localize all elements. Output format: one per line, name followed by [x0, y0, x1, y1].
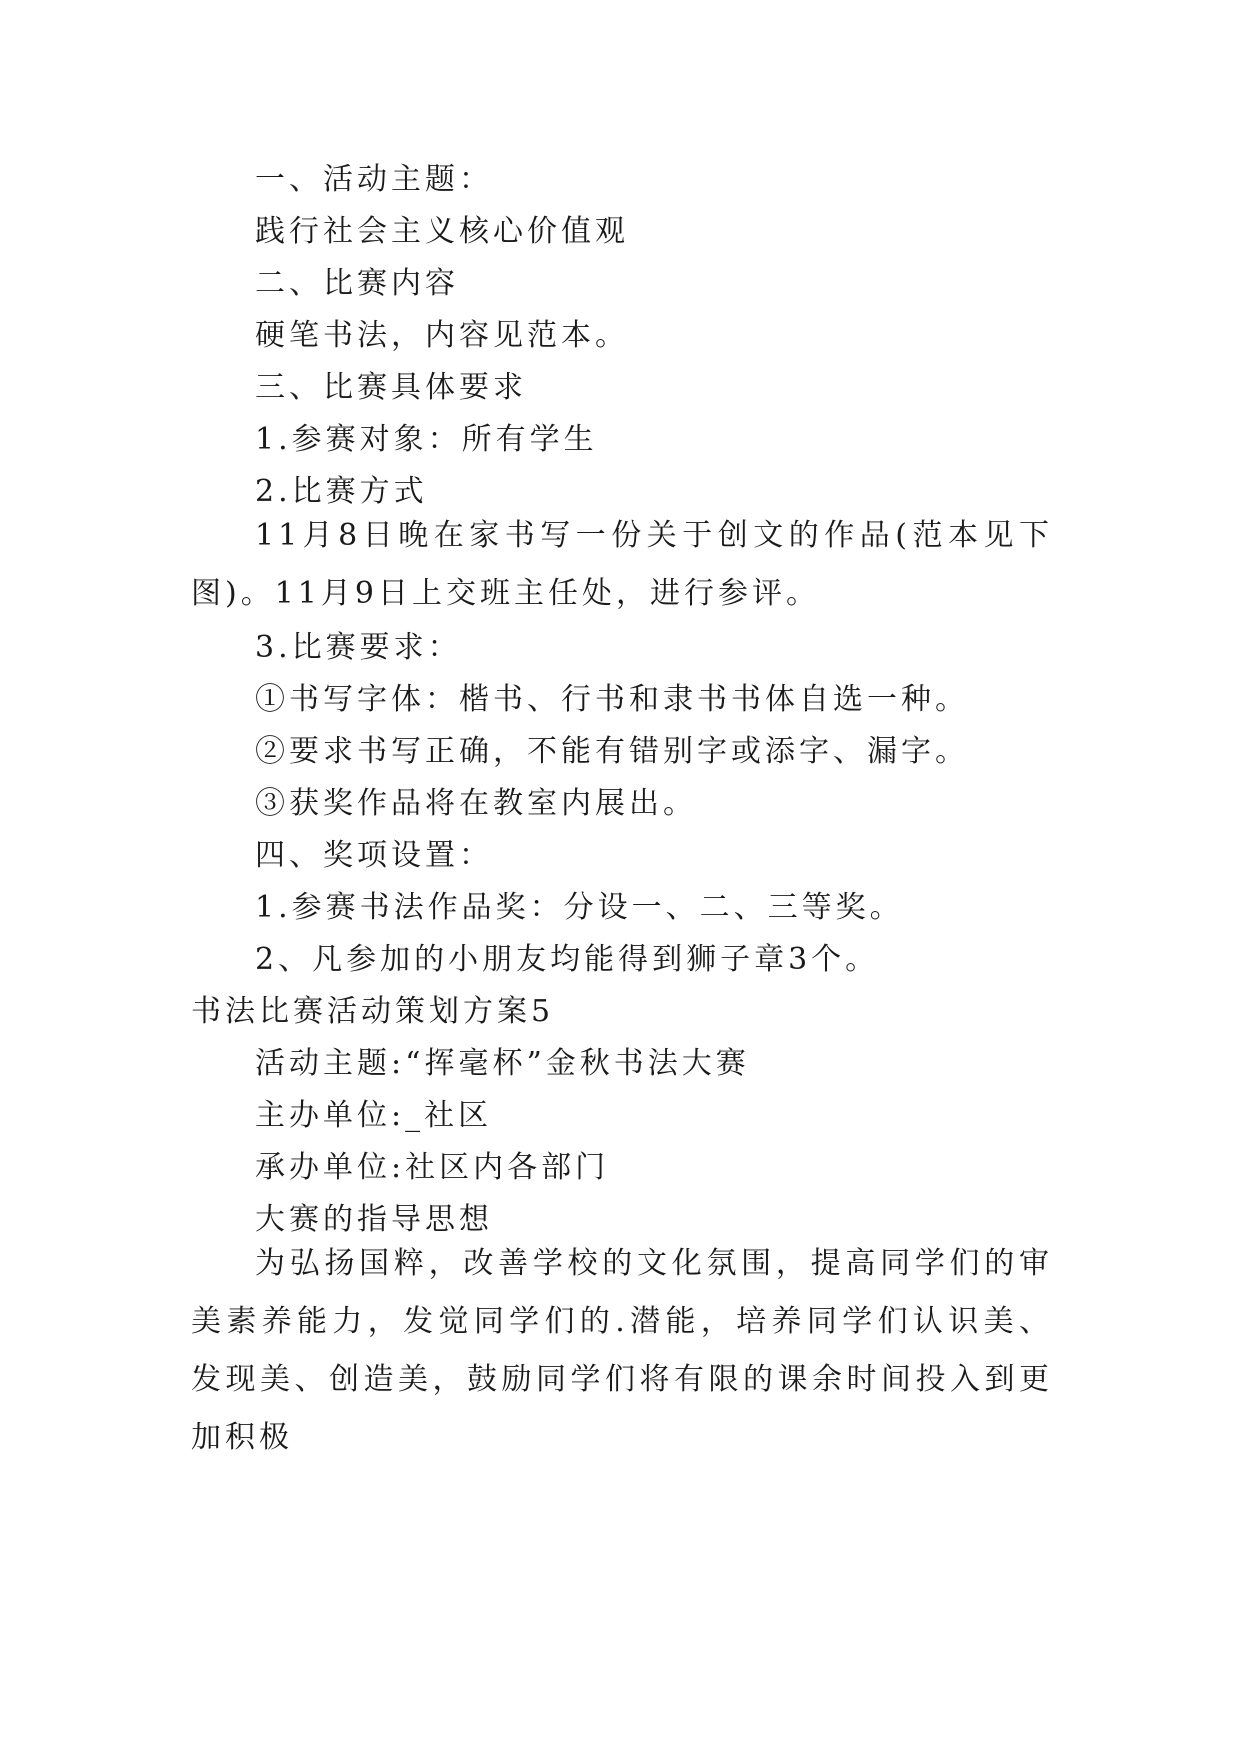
text-co-organizer: 承办单位:社区内各部门	[255, 1150, 610, 1185]
text-requirement-1: ①书写字体：楷书、行书和隶书书体自选一种。	[255, 682, 969, 717]
text-participants: 1.参赛对象：所有学生	[255, 422, 598, 457]
heading-activity-theme: 一、活动主题：	[255, 162, 493, 197]
text-content-value: 硬笔书法，内容见范本。	[255, 318, 629, 353]
section-title: 书法比赛活动策划方案5	[191, 994, 555, 1029]
heading-awards: 四、奖项设置：	[255, 838, 493, 873]
text-award-1: 1.参赛书法作品奖：分设一、二、三等奖。	[255, 890, 904, 925]
paragraph-date-details: 11月8日晚在家书写一份关于创文的作品(范本见下图)。11月9日上交班主任处，进行参评。	[191, 518, 1053, 611]
text-requirements-label: 3.比赛要求：	[255, 630, 462, 665]
text-organizer: 主办单位:_社区	[255, 1098, 493, 1133]
paragraph-purpose: 为弘扬国粹，改善学校的文化氛围，提高同学们的审美素养能力，发觉同学们的.潜能，培养同学们认识美、发现美、创造美，鼓励同学们将有限的课余时间投入到更加积极	[191, 1246, 1053, 1455]
heading-contest-content: 二、比赛内容	[255, 266, 459, 301]
heading-guiding-idea: 大赛的指导思想	[255, 1202, 493, 1237]
text-requirement-3: ③获奖作品将在教室内展出。	[255, 786, 697, 821]
text-requirement-2: ②要求书写正确，不能有错别字或添字、漏字。	[255, 734, 969, 769]
text-contest-method: 2.比赛方式	[255, 474, 428, 509]
text-activity-theme-5: 活动主题:“挥毫杯”金秋书法大赛	[255, 1046, 750, 1081]
text-award-2: 2、凡参加的小朋友均能得到狮子章3个。	[255, 942, 880, 977]
text-theme-value: 践行社会主义核心价值观	[255, 214, 629, 249]
heading-contest-requirements: 三、比赛具体要求	[255, 370, 527, 405]
